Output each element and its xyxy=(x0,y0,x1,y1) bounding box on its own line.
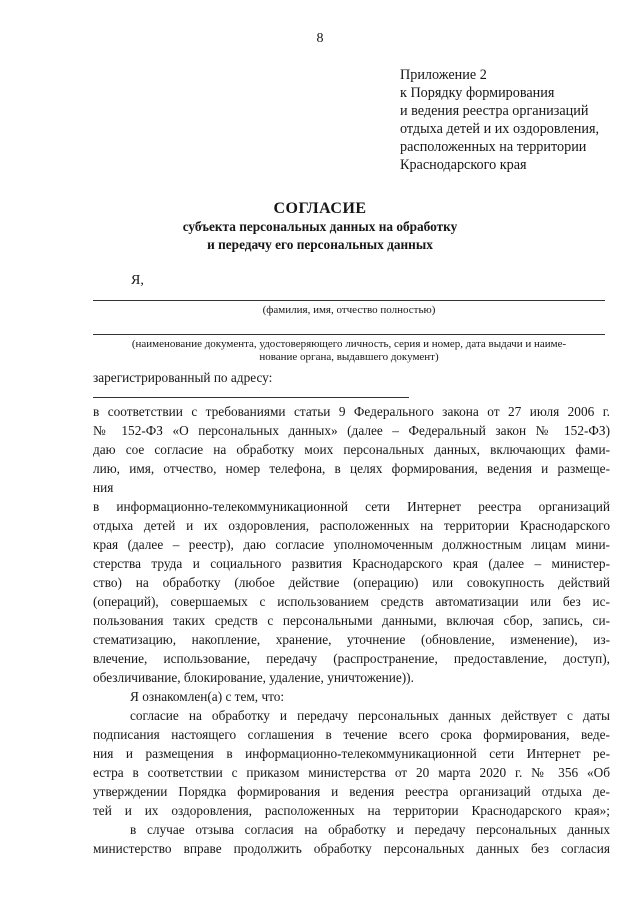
appendix-line: расположенных на территории xyxy=(400,139,587,155)
body-line: (операций), совершаемых с использованием средств автоматизации или без ис- xyxy=(93,594,610,609)
appendix-line: к Порядку формирования xyxy=(400,85,555,101)
body-line: в случае отзыва согласия на обработку и передачу персональных данных xyxy=(130,822,610,837)
body-line: ния и размещения в информационно-телекоммуникационной сети Интернет ре- xyxy=(93,746,610,761)
consent-body xyxy=(93,402,610,858)
body-line: № 152-ФЗ «О персональных данных» (далее – Федеральный закон № 152-ФЗ) xyxy=(93,423,610,438)
body-line: в соответствии с требованиями статьи 9 Федерального закона от 27 июля 2006 г. xyxy=(93,404,610,419)
document-caption xyxy=(88,338,610,364)
document-title: СОГЛАСИЕ xyxy=(273,200,367,217)
body-line: обезличивание, блокирование, удаление, уничтожение)). xyxy=(93,670,414,685)
body-line: тей и их оздоровления, расположенных на территории Краснодарского края»; xyxy=(93,803,610,818)
body-line: края (далее – реестр), даю согласие уполномоченным должностным лицам мини- xyxy=(93,537,610,552)
registered-label: зарегистрированный по адресу: xyxy=(93,370,273,385)
subtitle-line: субъекта персональных данных на обработку xyxy=(182,219,458,234)
caption-line: (наименование документа, удостоверяющего личность, серия и номер, дата выдачи и наиме- xyxy=(131,338,567,350)
appendix-line: Краснодарского края xyxy=(400,157,527,173)
body-line: согласие на обработку и передачу персональных данных действует с даты xyxy=(130,708,610,723)
body-line: стематизацию, накопление, хранение, уточнение (обновление, изменение), из- xyxy=(93,632,610,647)
body-line: стерства труда и социального развития Краснодарского края (далее – министер- xyxy=(93,556,610,571)
body-line: Я ознакомлен(а) с тем, что: xyxy=(130,689,285,704)
body-line: ния xyxy=(93,480,114,495)
appendix-line: и ведения реестра организаций xyxy=(400,103,589,119)
body-line: влечение, использование, передачу (распространение, предоставление, доступ), xyxy=(93,651,610,666)
body-line: утверждении Порядка формирования и ведения реестра организаций отдыха де- xyxy=(93,784,610,799)
page-number: 8 xyxy=(316,31,324,46)
document-blank-line xyxy=(93,334,605,335)
appendix-note xyxy=(400,66,635,174)
body-line: подписания настоящего соглашения в течение всего срока формирования, веде- xyxy=(93,727,610,742)
address-blank-line xyxy=(93,397,409,398)
fio-blank-line xyxy=(93,300,605,301)
body-line: министерство вправе продолжить обработку персональных данных без согласия xyxy=(93,841,610,856)
appendix-line: Приложение 2 xyxy=(400,67,487,83)
fio-caption: (фамилия, имя, отчество полностью) xyxy=(262,304,436,316)
body-line: даю сое согласие на обработку моих персональных данных, включающих фами- xyxy=(93,442,610,457)
document-subtitle xyxy=(0,218,640,254)
ya-label: Я, xyxy=(131,273,144,288)
subtitle-line: и передачу его персональных данных xyxy=(207,237,433,252)
body-line: естра в соответствии с приказом министерства от 20 марта 2020 г. № 356 «Об xyxy=(93,765,610,780)
appendix-line: отдыха детей и их оздоровления, xyxy=(400,121,600,137)
body-line: отдыха детей и их оздоровления, расположенных на территории Краснодарского xyxy=(93,518,610,533)
body-line: лию, имя, отчество, номер телефона, в целях формирования, ведения и размеще- xyxy=(93,461,610,476)
body-line: в информационно-телекоммуникационной сети Интернет реестра организаций xyxy=(93,499,610,514)
body-line: пользования таких средств с персональными данными, включая сбор, запись, си- xyxy=(93,613,610,628)
caption-line: нование органа, выдавшего документ) xyxy=(259,351,439,363)
body-line: ство) на обработку (любое действие (операцию) или совокупность действий xyxy=(93,575,610,590)
